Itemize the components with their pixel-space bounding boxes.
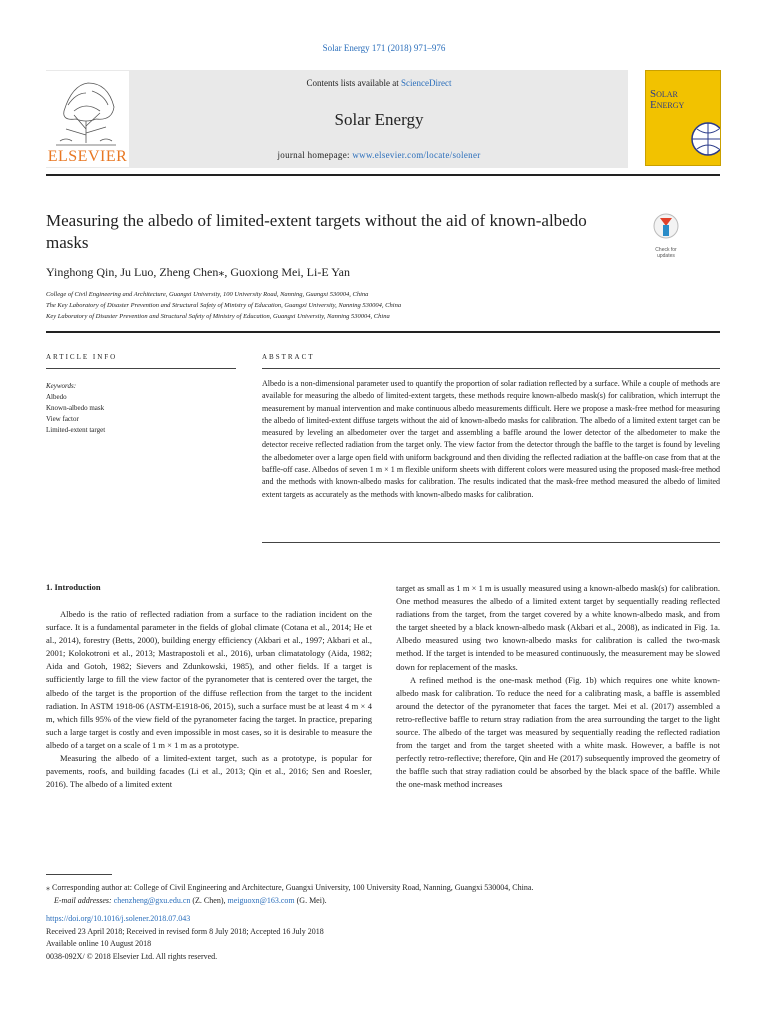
keyword-item: View factor	[46, 415, 79, 423]
contents-prefix: Contents lists available at	[306, 78, 401, 88]
email-name-mei: (G. Mei).	[294, 895, 327, 905]
elsevier-wordmark: ELSEVIER	[47, 148, 128, 165]
journal-name: Solar Energy	[334, 110, 424, 129]
affiliation-3: Key Laboratory of Disaster Prevention and Structural Safety of Ministry of Education, Guangxi University, Nanning 530004, China	[46, 313, 390, 320]
keyword-item: Albedo	[46, 393, 67, 401]
abstract-heading: ABSTRACT	[262, 353, 315, 361]
journal-cover-thumbnail[interactable]	[645, 70, 721, 166]
email-link-chen[interactable]: chenzheng@gxu.edu.cn	[113, 895, 191, 905]
intro-paragraph-3: target as small as 1 m × 1 m is usually measured using a known-albedo mask(s) for calibration. One method measures the albedo of a limited extent target by sequentially reading reflected radiations from the target, from the target covered by a white known-albedo mask, and from the target sheeted by a black known-albedo mask (Akbari et al., 2008), as indicated in Fig. 1a. Albedo measured using two known-albedo masks for calibration is called the two-mask method. If the target is intended to be measured continuously, the measurement may be slowed down for replacement of the masks.	[396, 583, 720, 672]
doi-link[interactable]: https://doi.org/10.1016/j.solener.2018.07.043	[46, 914, 191, 923]
left-column	[46, 608, 372, 791]
article-info-rule	[46, 368, 236, 369]
contents-line	[130, 78, 628, 88]
article-info-heading: ARTICLE INFO	[46, 353, 118, 361]
affiliations	[46, 289, 726, 322]
cover-title-line-2: Energy	[650, 99, 685, 111]
intro-paragraph-1: Albedo is the ratio of reflected radiation from a surface to the radiation incident on the surface. It is a fundamental parameter in the fields of global climate (Cotana et al., 2014; He et al., 2014), forestry (Betts, 2000), building energy efficiency (Akbari et al., 1997; Akbari et al., 2001; Kolokotroni et al., 2013; Mastrapostoli et al., 2016), urban climatatology (Aida, 1982; Aida and Gotoh, 1982; Sievers and Zdunkowski, 1985), and other fields. If a target is sufficiently large to fill the view factor of the pyranometer that is centered over the target, the albedo of the target is the proportion of the diffuse reflection from the target to the incident radiation. In ASTM 1918-06 (ASTM-E1918-06, 2015), such a surface must be at least 4 m × 4 m, which fills 95% of the view field of the pyranometer facing the target. In practice, preparing such a large target is costly and even impossible in most cases, so it is desirable to measure the albedo of a target on a scale of 1 m × 1 m as a prototype.	[46, 609, 372, 750]
cover-title-line-1: Solar	[650, 88, 678, 100]
journal-citation[interactable]: Solar Energy 171 (2018) 971–976	[322, 43, 446, 53]
crossmark-icon	[648, 212, 684, 242]
corresponding-author-note: ⁎ Corresponding author at: College of Civil Engineering and Architecture, Guangxi University, 100 University Road, Nanning, Guangxi 530004, China.	[46, 883, 534, 892]
right-column	[396, 582, 720, 792]
email-label: E-mail addresses:	[54, 895, 114, 905]
crossmark-badge[interactable]	[648, 212, 684, 259]
email-name-chen: (Z. Chen),	[190, 895, 228, 905]
email-line	[46, 895, 726, 908]
keywords-label: Keywords:	[46, 382, 77, 390]
footnote-rule	[46, 874, 112, 875]
header-rule	[46, 174, 720, 176]
keyword-item: Known-albedo mask	[46, 404, 105, 412]
homepage-link[interactable]: www.elsevier.com/locate/solener	[352, 150, 481, 160]
homepage-prefix: journal homepage:	[277, 150, 353, 160]
section-heading-introduction: 1. Introduction	[46, 582, 101, 592]
globe-icon	[686, 111, 720, 161]
keyword-item: Limited-extent target	[46, 426, 106, 434]
copyright-line: 0038-092X/ © 2018 Elsevier Ltd. All rights reserved.	[46, 951, 218, 961]
article-authors: Yinghong Qin, Ju Luo, Zheng Chen⁎, Guoxiong Mei, Li-E Yan	[46, 265, 350, 279]
keywords-block	[46, 381, 236, 436]
article-title: Measuring the albedo of limited-extent targets without the aid of known-albedo masks	[46, 211, 587, 252]
affiliation-1: College of Civil Engineering and Architecture, Guangxi University, 100 University Road, Nanning, Guangxi 530004, China	[46, 291, 369, 298]
received-dates: Received 23 April 2018; Received in revised form 8 July 2018; Accepted 16 July 2018	[46, 926, 324, 936]
abstract-rule-bottom	[262, 542, 720, 543]
intro-paragraph-4: A refined method is the one-mask method (Fig. 1b) which requires one white known-albedo mask for calibration. To reduce the need for a calibrating mask, a baffle is assembled around the detector of the pyranometer that faces the target. Mei et al. (2017) assembled a retro-reflective baffle to return stray radiation from the area surrounding the target to the light source. The albedo of the target was measured by sequentially reading the reflected radiation from the target and from the target sheeted with a white mask. However, a baffle is not perfectly retro-reflective; therefore, Qin and He (2017) subsequently improved the geometry of the baffle such that stray radiation could be absorbed by the black space of the baffle. While the one-mask method increases	[396, 674, 720, 790]
cover-title	[650, 89, 684, 111]
affiliation-rule	[46, 331, 720, 333]
abstract-body: Albedo is a non-dimensional parameter used to quantify the proportion of solar radiation reflected by a surface. While a couple of methods are available for measuring the albedo of limited-extent targets, these methods require known-albedo mask(s) for calibration, which interrupt the measurement by manual intervention and make continuous albedo measurements difficult. Here we propose a mask-free method for measuring the albedo of limited-extent diffuse targets without the aid of known-albedo masks for calibration. The albedo of a limited extent target can be measured by leveling an albedometer over the target and assembling a baffle around the lower detector of the albedometer to make the detector receive reflected radiation from the target only. The view factor from the detector through the baffle to the target is found by leveling the albedometer over a large open field with uniform background and then dividing the reflected radiation at the baffle-on case from that at the baffle-off case. Albedos of seven 1 m × 1 m flexible uniform sheets with different colors were measured using the proposed mask-free method and the methods with known-albedo masks for calibration. The results indicated that the mask-free method measured the albedo of limited extent targets as accurately as the methods with known-albedo masks for calibration.	[262, 379, 720, 499]
footnotes	[46, 882, 726, 963]
available-online: Available online 10 August 2018	[46, 939, 152, 948]
journal-homepage	[130, 150, 628, 160]
affiliation-2: The Key Laboratory of Disaster Prevention and Structural Safety of Ministry of Education, Guangxi University, Nanning 530004, China	[46, 302, 402, 309]
email-link-mei[interactable]: meiguoxn@163.com	[227, 895, 295, 905]
sciencedirect-link[interactable]: ScienceDirect	[401, 78, 452, 88]
crossmark-label: Check for updates	[655, 247, 677, 259]
intro-paragraph-2: Measuring the albedo of a limited-extent target, such as a prototype, is popular for pavements, roofs, and building facades (Li et al., 2013; Qin et al., 2016; Sen and Roesler, 2016). The albedo of a limited extent	[46, 753, 372, 790]
abstract-rule-top	[262, 368, 720, 369]
